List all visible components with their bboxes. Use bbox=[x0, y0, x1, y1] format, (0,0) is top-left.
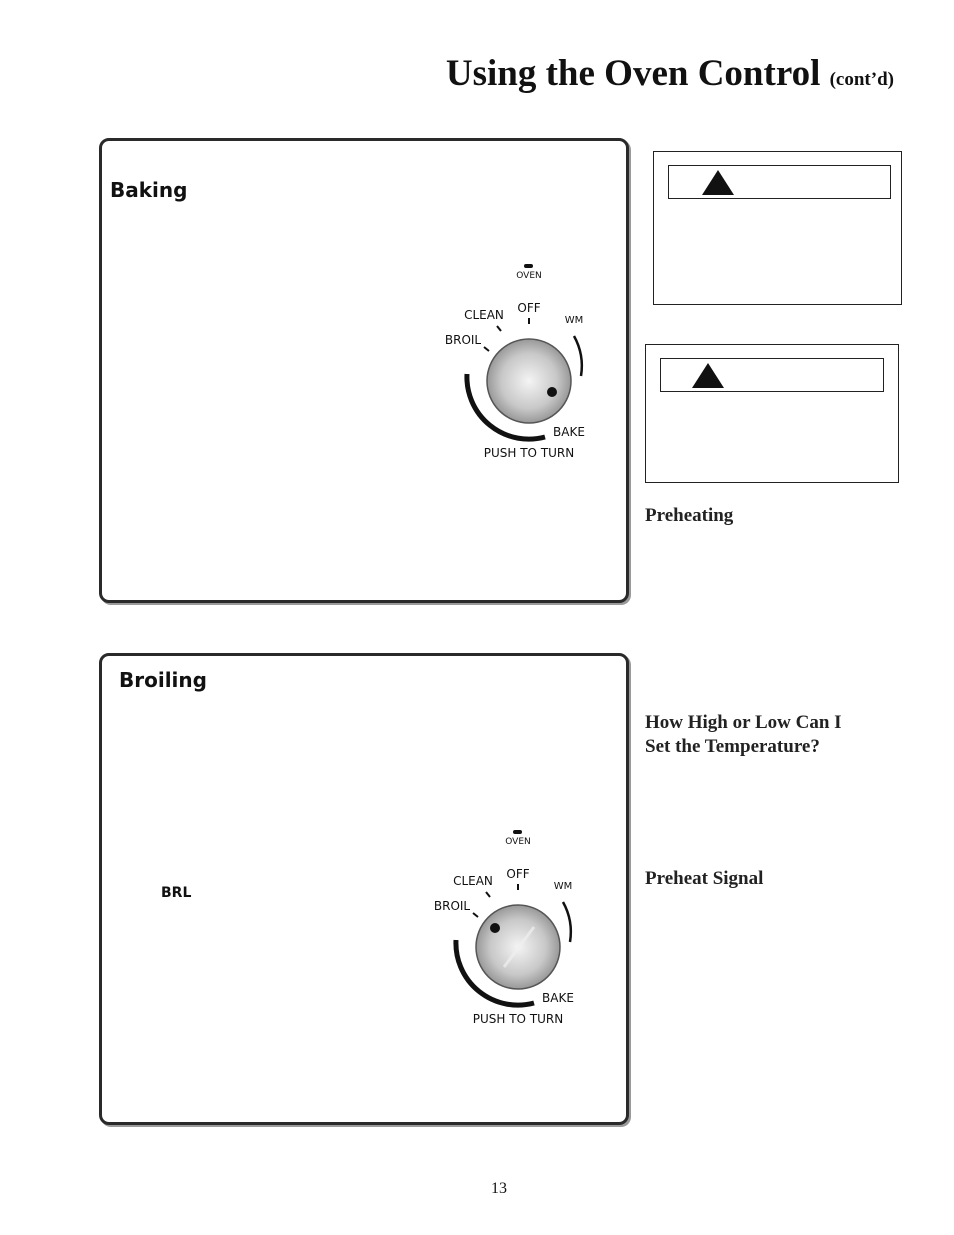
clean-label: CLEAN bbox=[453, 874, 493, 888]
baking-oven-dial[interactable] bbox=[437, 261, 597, 471]
baking-heading: Baking bbox=[110, 178, 188, 202]
broiling-panel bbox=[99, 653, 629, 1125]
warning-triangle-icon bbox=[691, 362, 725, 389]
broiling-oven-dial[interactable] bbox=[426, 827, 586, 1037]
oven-indicator-icon bbox=[524, 264, 533, 268]
wm-label: WM bbox=[564, 315, 584, 326]
wm-label: WM bbox=[553, 881, 573, 892]
temperature-arc-inner bbox=[563, 902, 571, 942]
bake-label: BAKE bbox=[553, 425, 585, 439]
caution-box-1 bbox=[653, 151, 902, 305]
caution-header-bar bbox=[668, 165, 891, 199]
page-title bbox=[446, 52, 894, 95]
page-title-suffix: (cont’d) bbox=[829, 69, 894, 90]
oven-label: OVEN bbox=[516, 271, 542, 281]
baking-panel bbox=[99, 138, 629, 603]
clean-tick bbox=[486, 892, 490, 897]
oven-label: OVEN bbox=[505, 837, 531, 847]
knob-pointer-dot bbox=[490, 923, 500, 933]
page-number: 13 bbox=[491, 1180, 507, 1197]
clean-tick bbox=[497, 326, 501, 331]
temperature-heading-line1: How High or Low Can I bbox=[645, 712, 842, 733]
temperature-heading-line2: Set the Temperature? bbox=[645, 736, 820, 757]
clean-label: CLEAN bbox=[464, 308, 504, 322]
broiling-heading: Broiling bbox=[119, 668, 207, 692]
brl-display-text: BRL bbox=[161, 885, 192, 901]
broil-tick bbox=[484, 347, 489, 351]
knob-body[interactable] bbox=[487, 339, 571, 423]
temperature-arc-inner bbox=[574, 336, 582, 376]
broil-label: BROIL bbox=[444, 333, 482, 347]
preheat-signal-heading: Preheat Signal bbox=[645, 868, 764, 889]
push-to-turn-label: PUSH TO TURN bbox=[472, 1012, 564, 1026]
caution-header-bar bbox=[660, 358, 884, 392]
preheating-heading: Preheating bbox=[645, 505, 734, 526]
broil-tick bbox=[473, 913, 478, 917]
knob-pointer-dot bbox=[547, 387, 557, 397]
bake-label: BAKE bbox=[542, 991, 574, 1005]
broil-label: BROIL bbox=[433, 899, 471, 913]
caution-box-2 bbox=[645, 344, 899, 483]
oven-indicator-icon bbox=[513, 830, 522, 834]
page-title-text: Using the Oven Control bbox=[445, 53, 821, 94]
off-label: OFF bbox=[517, 301, 541, 315]
temperature-range-heading bbox=[645, 711, 842, 759]
warning-triangle-icon bbox=[701, 169, 735, 196]
off-label: OFF bbox=[506, 867, 530, 881]
push-to-turn-label: PUSH TO TURN bbox=[483, 446, 575, 460]
